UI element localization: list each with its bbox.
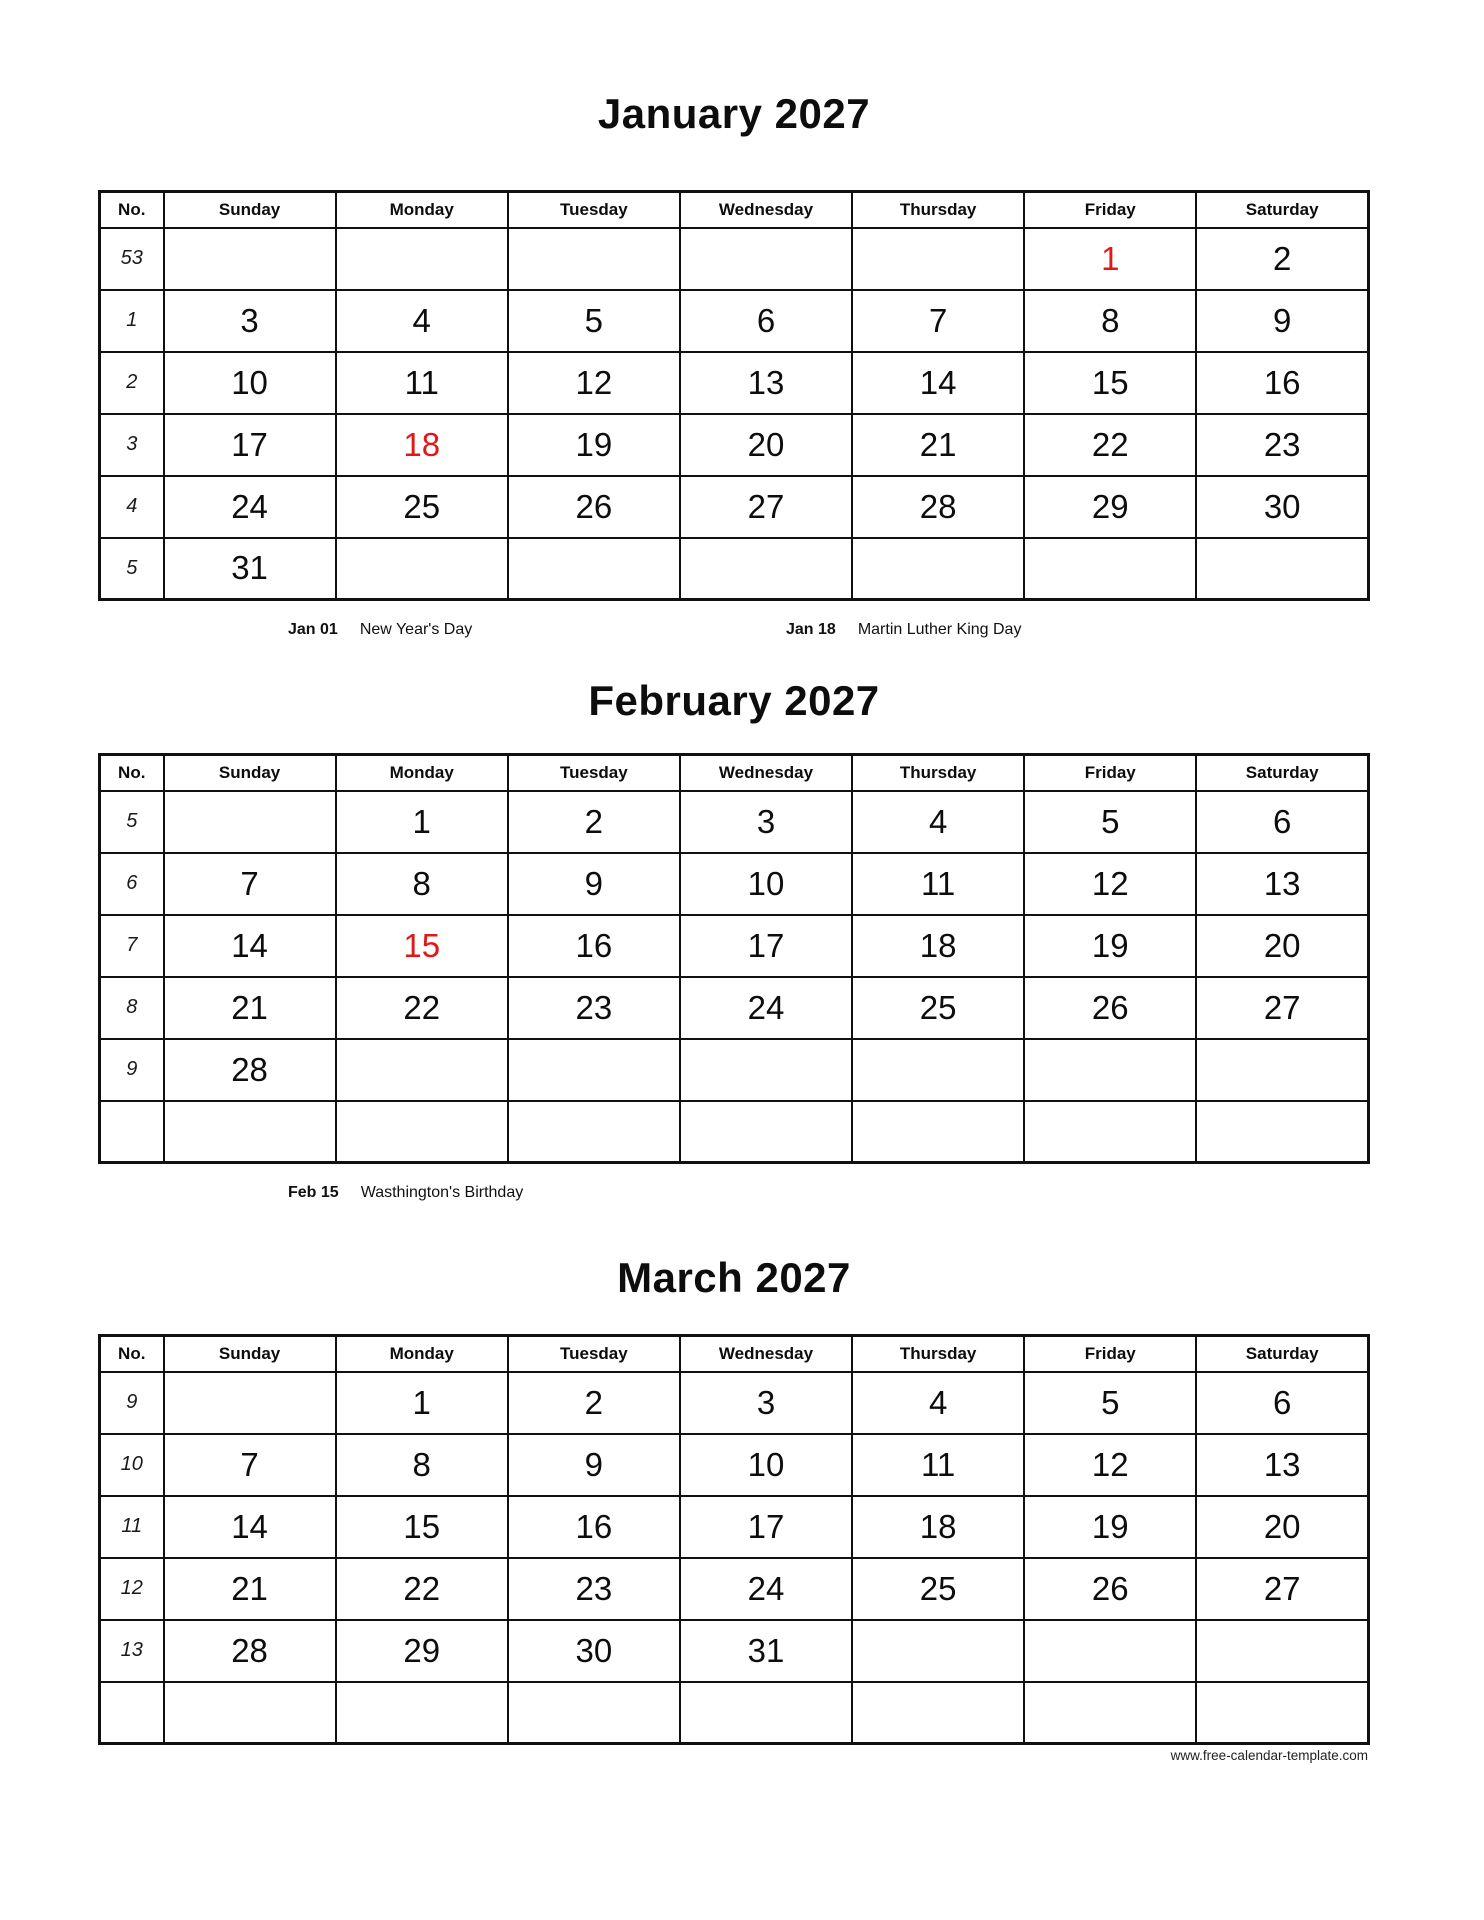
day-cell [1024, 1039, 1196, 1101]
day-cell: 10 [680, 853, 852, 915]
week-number-cell: 8 [100, 977, 164, 1039]
week-row [100, 476, 1369, 538]
day-cell [680, 1682, 852, 1744]
day-cell: 19 [508, 414, 680, 476]
day-cell [1196, 1682, 1368, 1744]
day-cell: 31 [680, 1620, 852, 1682]
week-number-cell: 3 [100, 414, 164, 476]
weekday-header-sunday: Sunday [164, 755, 336, 791]
day-cell [508, 1682, 680, 1744]
weekday-header-thursday: Thursday [852, 755, 1024, 791]
day-cell: 20 [680, 414, 852, 476]
weekday-header-friday: Friday [1024, 1336, 1196, 1372]
day-cell: 20 [1196, 1496, 1368, 1558]
day-cell: 23 [1196, 414, 1368, 476]
weekday-header-tuesday: Tuesday [508, 192, 680, 228]
week-row [100, 853, 1369, 915]
day-cell: 9 [508, 1434, 680, 1496]
week-row [100, 290, 1369, 352]
day-cell [852, 1039, 1024, 1101]
day-cell: 21 [852, 414, 1024, 476]
day-cell: 7 [164, 1434, 336, 1496]
holiday-notes-january [98, 621, 1370, 647]
weekday-header-saturday: Saturday [1196, 755, 1368, 791]
day-cell: 21 [164, 977, 336, 1039]
day-cell: 31 [164, 538, 336, 600]
day-cell [508, 228, 680, 290]
day-cell: 30 [1196, 476, 1368, 538]
week-row [100, 1039, 1369, 1101]
day-cell: 11 [336, 352, 508, 414]
day-cell: 20 [1196, 915, 1368, 977]
day-cell [1196, 538, 1368, 600]
day-cell: 9 [1196, 290, 1368, 352]
day-cell [680, 1039, 852, 1101]
week-number-header: No. [100, 1336, 164, 1372]
weekday-header-friday: Friday [1024, 192, 1196, 228]
day-cell: 9 [508, 853, 680, 915]
day-cell: 24 [164, 476, 336, 538]
day-cell: 7 [852, 290, 1024, 352]
weekday-header-monday: Monday [336, 1336, 508, 1372]
holiday-name: New Year's Day [359, 621, 473, 638]
week-row [100, 1434, 1369, 1496]
day-cell: 25 [852, 1558, 1024, 1620]
day-cell: 26 [1024, 1558, 1196, 1620]
day-cell [1196, 1039, 1368, 1101]
week-number-cell: 1 [100, 290, 164, 352]
day-cell: 29 [336, 1620, 508, 1682]
weekday-header-wednesday: Wednesday [680, 755, 852, 791]
day-cell [164, 1682, 336, 1744]
day-cell: 5 [1024, 791, 1196, 853]
day-cell: 29 [1024, 476, 1196, 538]
day-cell: 10 [680, 1434, 852, 1496]
weekday-header-saturday: Saturday [1196, 1336, 1368, 1372]
week-number-header: No. [100, 192, 164, 228]
week-row [100, 1558, 1369, 1620]
day-cell: 28 [852, 476, 1024, 538]
holiday-name: Martin Luther King Day [857, 621, 1022, 638]
day-cell: 16 [508, 915, 680, 977]
holiday-note [288, 1184, 523, 1202]
day-cell: 13 [1196, 853, 1368, 915]
day-cell: 27 [680, 476, 852, 538]
week-row [100, 414, 1369, 476]
day-cell: 11 [852, 853, 1024, 915]
day-cell: 24 [680, 1558, 852, 1620]
day-cell: 27 [1196, 977, 1368, 1039]
day-cell: 22 [336, 977, 508, 1039]
month-table-january [98, 190, 1370, 601]
holiday-date: Jan 18 [786, 621, 836, 638]
weekday-header-thursday: Thursday [852, 1336, 1024, 1372]
day-cell: 21 [164, 1558, 336, 1620]
day-cell: 18 [852, 1496, 1024, 1558]
week-row [100, 977, 1369, 1039]
day-cell: 24 [680, 977, 852, 1039]
day-cell: 8 [336, 1434, 508, 1496]
day-cell [164, 1372, 336, 1434]
day-cell: 1 [1024, 228, 1196, 290]
weekday-header-friday: Friday [1024, 755, 1196, 791]
day-cell: 12 [1024, 1434, 1196, 1496]
day-cell: 2 [508, 791, 680, 853]
day-cell: 22 [336, 1558, 508, 1620]
day-cell [336, 1682, 508, 1744]
day-cell: 17 [680, 1496, 852, 1558]
day-cell [164, 791, 336, 853]
week-number-cell: 11 [100, 1496, 164, 1558]
day-cell: 15 [1024, 352, 1196, 414]
day-cell: 26 [508, 476, 680, 538]
holiday-note [786, 621, 1021, 639]
day-cell [1024, 1682, 1196, 1744]
day-cell: 16 [508, 1496, 680, 1558]
holiday-note [288, 621, 472, 639]
holiday-date: Feb 15 [288, 1184, 339, 1201]
weekday-header-sunday: Sunday [164, 1336, 336, 1372]
day-cell: 28 [164, 1039, 336, 1101]
week-row [100, 1682, 1369, 1744]
week-number-cell [100, 1682, 164, 1744]
week-number-cell: 7 [100, 915, 164, 977]
day-cell: 28 [164, 1620, 336, 1682]
weekday-header-monday: Monday [336, 755, 508, 791]
month-title-february: February 2027 [588, 677, 880, 724]
day-cell: 26 [1024, 977, 1196, 1039]
week-number-cell: 10 [100, 1434, 164, 1496]
day-cell [1196, 1620, 1368, 1682]
day-cell [336, 538, 508, 600]
day-cell [336, 228, 508, 290]
week-row [100, 228, 1369, 290]
day-cell: 3 [680, 1372, 852, 1434]
day-cell [1024, 538, 1196, 600]
day-cell: 7 [164, 853, 336, 915]
day-cell: 1 [336, 1372, 508, 1434]
weekday-header-saturday: Saturday [1196, 192, 1368, 228]
week-number-cell: 6 [100, 853, 164, 915]
holiday-name: Wasthington's Birthday [360, 1184, 524, 1201]
day-cell [1024, 1101, 1196, 1163]
day-cell [508, 538, 680, 600]
day-cell [680, 538, 852, 600]
day-cell: 15 [336, 915, 508, 977]
week-row [100, 1372, 1369, 1434]
day-cell [164, 1101, 336, 1163]
day-cell: 2 [1196, 228, 1368, 290]
day-cell: 2 [508, 1372, 680, 1434]
month-table-march [98, 1334, 1370, 1745]
day-cell: 17 [164, 414, 336, 476]
holiday-date: Jan 01 [288, 621, 338, 638]
day-cell: 23 [508, 1558, 680, 1620]
day-cell: 23 [508, 977, 680, 1039]
day-cell: 25 [336, 476, 508, 538]
day-cell: 6 [1196, 791, 1368, 853]
day-cell: 17 [680, 915, 852, 977]
day-cell: 13 [680, 352, 852, 414]
week-number-cell: 9 [100, 1039, 164, 1101]
weekday-header-thursday: Thursday [852, 192, 1024, 228]
weekday-header-monday: Monday [336, 192, 508, 228]
day-cell: 27 [1196, 1558, 1368, 1620]
day-cell: 19 [1024, 915, 1196, 977]
day-cell: 5 [1024, 1372, 1196, 1434]
day-cell: 5 [508, 290, 680, 352]
day-cell: 12 [508, 352, 680, 414]
week-number-cell: 9 [100, 1372, 164, 1434]
day-cell [508, 1101, 680, 1163]
calendar-page [98, 0, 1370, 1763]
month-title-january: January 2027 [597, 90, 871, 137]
day-cell: 15 [336, 1496, 508, 1558]
day-cell: 13 [1196, 1434, 1368, 1496]
day-cell [852, 538, 1024, 600]
day-cell: 16 [1196, 352, 1368, 414]
week-row [100, 1496, 1369, 1558]
website-url: www.free-calendar-template.com [1170, 1748, 1368, 1763]
day-cell: 6 [1196, 1372, 1368, 1434]
week-number-cell: 5 [100, 538, 164, 600]
day-cell: 8 [336, 853, 508, 915]
day-cell [336, 1039, 508, 1101]
week-number-cell: 2 [100, 352, 164, 414]
day-cell [1024, 1620, 1196, 1682]
day-cell: 14 [852, 352, 1024, 414]
week-row [100, 538, 1369, 600]
day-cell: 8 [1024, 290, 1196, 352]
week-row [100, 1101, 1369, 1163]
day-cell: 4 [852, 1372, 1024, 1434]
week-row [100, 915, 1369, 977]
day-cell: 14 [164, 915, 336, 977]
day-cell: 6 [680, 290, 852, 352]
weekday-header-wednesday: Wednesday [680, 1336, 852, 1372]
weekday-header-wednesday: Wednesday [680, 192, 852, 228]
day-cell: 18 [336, 414, 508, 476]
day-cell [508, 1039, 680, 1101]
day-cell: 3 [680, 791, 852, 853]
day-cell [1196, 1101, 1368, 1163]
day-cell: 3 [164, 290, 336, 352]
day-cell: 14 [164, 1496, 336, 1558]
day-cell: 4 [336, 290, 508, 352]
day-cell [680, 228, 852, 290]
week-row [100, 1620, 1369, 1682]
day-cell [336, 1101, 508, 1163]
day-cell: 12 [1024, 853, 1196, 915]
day-cell [680, 1101, 852, 1163]
week-number-cell: 13 [100, 1620, 164, 1682]
week-number-cell: 4 [100, 476, 164, 538]
day-cell: 22 [1024, 414, 1196, 476]
day-cell: 30 [508, 1620, 680, 1682]
day-cell [852, 1101, 1024, 1163]
day-cell: 25 [852, 977, 1024, 1039]
day-cell: 10 [164, 352, 336, 414]
month-table-february [98, 753, 1370, 1164]
weekday-header-tuesday: Tuesday [508, 755, 680, 791]
day-cell [852, 228, 1024, 290]
month-title-march: March 2027 [617, 1254, 851, 1301]
weekday-header-tuesday: Tuesday [508, 1336, 680, 1372]
day-cell [852, 1620, 1024, 1682]
week-number-cell: 12 [100, 1558, 164, 1620]
day-cell: 1 [336, 791, 508, 853]
day-cell [164, 228, 336, 290]
weekday-header-sunday: Sunday [164, 192, 336, 228]
holiday-notes-february [98, 1184, 1370, 1210]
week-number-cell [100, 1101, 164, 1163]
day-cell [852, 1682, 1024, 1744]
day-cell: 4 [852, 791, 1024, 853]
day-cell: 11 [852, 1434, 1024, 1496]
week-row [100, 791, 1369, 853]
week-number-cell: 5 [100, 791, 164, 853]
day-cell: 19 [1024, 1496, 1196, 1558]
week-row [100, 352, 1369, 414]
day-cell: 18 [852, 915, 1024, 977]
week-number-header: No. [100, 755, 164, 791]
week-number-cell: 53 [100, 228, 164, 290]
